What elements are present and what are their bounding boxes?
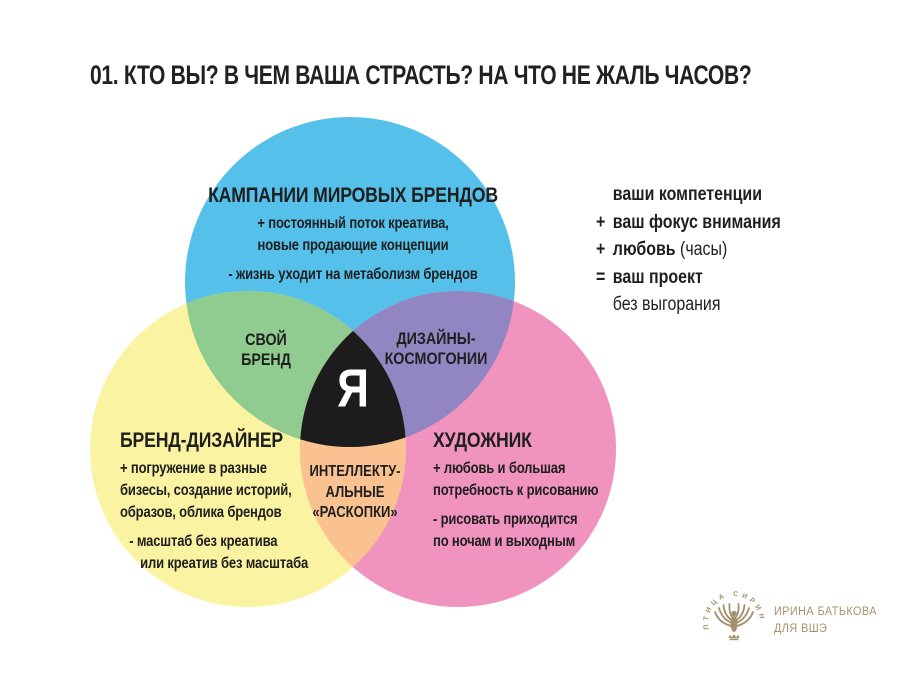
formula-text: любовь — [612, 239, 676, 260]
overlap-purple-line: ДИЗАЙНЫ- — [396, 329, 476, 348]
pink-circle-title: ХУДОЖНИК — [433, 429, 532, 452]
logo-caption — [774, 604, 877, 638]
pink-circle-line: + любовь и большая — [433, 460, 566, 477]
overlap-orange-line: ИНТЕЛЛЕКТУ- — [309, 463, 401, 480]
formula-row — [596, 264, 781, 292]
formula-prefix — [596, 291, 613, 319]
yellow-circle-text — [120, 429, 308, 575]
formula-prefix: = — [596, 266, 606, 288]
overlap-purple-line: КОСМОГОНИИ — [384, 348, 488, 368]
yellow-circle-line: + погружение в разные — [120, 460, 267, 477]
blue-circle-line: новые продающие концепции — [257, 237, 449, 254]
blue-circle-title: КАМПАНИИ МИРОВЫХ БРЕНДОВ — [208, 184, 498, 207]
formula-block — [596, 181, 781, 319]
formula-row — [596, 181, 781, 209]
yellow-circle-line: бизесы, создание историй, — [120, 482, 292, 499]
formula-text: (часы) — [675, 239, 728, 260]
center-self-label: Я — [337, 358, 369, 419]
formula-prefix — [596, 181, 613, 209]
logo-for: ДЛЯ ВШЭ — [774, 623, 828, 635]
formula-text: ваш проект — [612, 266, 703, 288]
logo-author: ИРИНА БАТЬКОВА — [774, 606, 877, 618]
formula-prefix: + — [596, 239, 606, 260]
overlap-orange-line: АЛЬНЫЕ — [325, 483, 385, 501]
overlap-purple-label — [385, 329, 488, 368]
pink-circle-line: - рисовать приходится — [433, 511, 578, 528]
overlap-green-line: СВОЙ — [245, 330, 287, 349]
overlap-green-line: БРЕНД — [241, 349, 291, 369]
logo-ring-text: ПТИЦА СИРИН — [702, 590, 766, 630]
yellow-circle-title: БРЕНД-ДИЗАЙНЕР — [120, 429, 284, 452]
formula-text: ваши компетенции — [612, 184, 763, 205]
yellow-circle-line: образов, облика брендов — [120, 504, 282, 521]
overlap-green-label — [241, 330, 291, 369]
formula-row — [596, 209, 781, 237]
page-title: 01. КТО ВЫ? В ЧЕМ ВАША СТРАСТЬ? НА ЧТО НЕ ЖАЛЬ ЧАСОВ? — [90, 60, 752, 90]
yellow-circle-line: или креатив без масштаба — [140, 555, 309, 572]
formula-prefix: + — [596, 211, 606, 233]
sirin-bird-logo-icon — [702, 590, 766, 654]
overlap-orange-label — [309, 462, 400, 524]
overlap-orange-line: «РАСКОПКИ» — [312, 504, 398, 521]
blue-circle-line: + постоянный поток креатива, — [257, 215, 449, 232]
pink-circle-line: по ночам и выходным — [433, 533, 576, 550]
blue-circle-line: - жизнь уходит на метаболизм брендов — [228, 266, 478, 283]
formula-text: без выгорания — [612, 294, 721, 315]
formula-text: ваш фокус внимания — [612, 211, 781, 233]
yellow-circle-line: - масштаб без креатива — [129, 533, 278, 550]
formula-row — [596, 236, 781, 264]
blue-circle-text — [208, 184, 498, 286]
pink-circle-line: потребность к рисованию — [433, 482, 599, 499]
formula-row — [596, 291, 781, 319]
pink-circle-text — [433, 429, 598, 553]
